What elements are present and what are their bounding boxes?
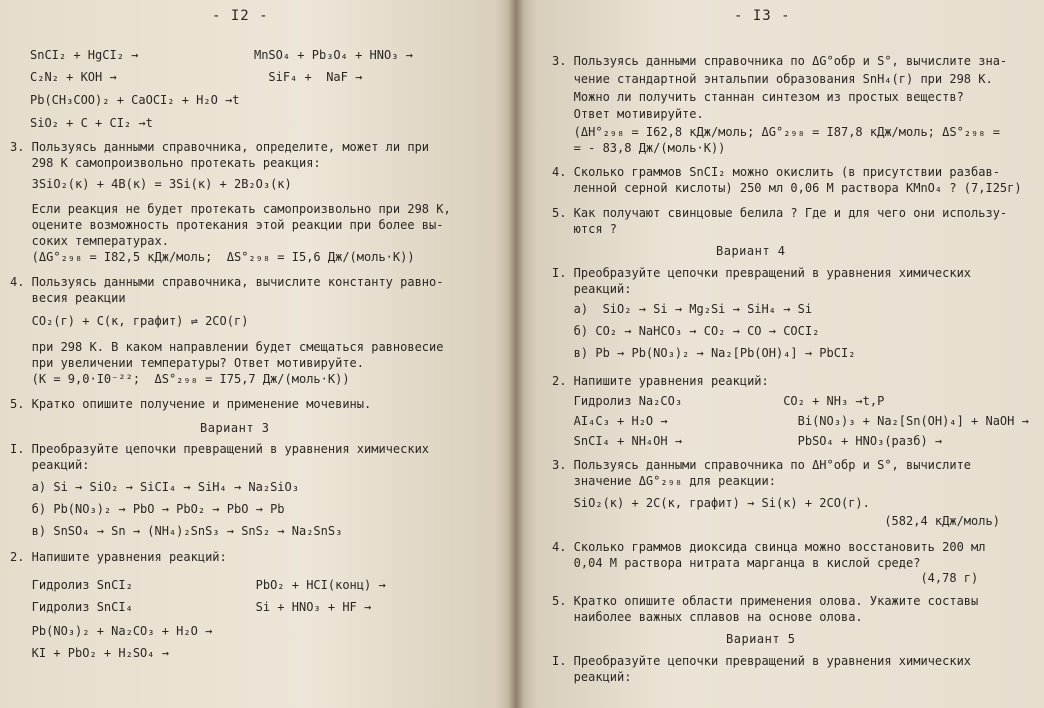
book-gutter bbox=[508, 0, 524, 708]
text-line: (K = 9,0·I0⁻²²; ΔS°₂₉₈ = I75,7 Дж/(моль·К)) bbox=[10, 372, 350, 386]
text-line: 2. Напишите уравнения реакций: bbox=[10, 550, 227, 564]
page-number-right: - I3 - bbox=[734, 8, 791, 24]
text-line: (582,4 кДж/моль) bbox=[552, 514, 1000, 528]
variant-heading: Вариант 4 bbox=[716, 244, 786, 258]
text-line: Pb(CH₃COO)₂ + CaOCI₂ + H₂O →t bbox=[30, 93, 240, 107]
text-line: значение ΔG°₂₉₈ для реакции: bbox=[552, 474, 776, 488]
text-line: Ответ мотивируйте. bbox=[552, 107, 704, 121]
text-line: 0,04 М раствора нитрата марганца в кислой среде? bbox=[552, 556, 921, 570]
text-line: SnCI₄ + NH₄OH → PbSO₄ + HNO₃(разб) → bbox=[552, 434, 943, 448]
variant-heading: Вариант 5 bbox=[726, 632, 796, 646]
text-line: SiO₂(к) + 2C(к, графит) → Si(к) + 2CO(г). bbox=[552, 496, 870, 510]
text-line: 5. Как получают свинцовые белила ? Где и для чего они использу- bbox=[552, 206, 1008, 220]
text-line: чение стандартной энтальпии образования SnH₄(г) при 298 К. bbox=[552, 72, 993, 86]
text-line: 3. Пользуясь данными справочника по ΔH°обр и S°, вычислите bbox=[552, 458, 972, 472]
text-line: а) Si → SiO₂ → SiCI₄ → SiH₄ → Na₂SiO₃ bbox=[10, 480, 299, 494]
text-line: (ΔH°₂₉₈ = I62,8 кДж/моль; ΔG°₂₉₈ = I87,8 кДж/моль; ΔS°₂₉₈ = bbox=[552, 125, 1000, 139]
right-page bbox=[516, 0, 1044, 708]
text-line: Гидролиз SnCI₂ PbO₂ + HCI(конц) → bbox=[10, 578, 386, 592]
variant-heading: Вариант 3 bbox=[200, 421, 270, 435]
text-line: SnCI₂ + HgCI₂ → MnSO₄ + Pb₃O₄ + HNO₃ → bbox=[30, 48, 413, 62]
text-line: наиболее важных сплавов на основе олова. bbox=[552, 610, 863, 624]
text-line: а) SiO₂ → Si → Mg₂Si → SiH₄ → Si bbox=[552, 302, 813, 316]
text-line: 3. Пользуясь данными справочника, определите, может ли при bbox=[10, 140, 430, 154]
text-line: при 298 К. В каком направлении будет смещаться равновесие bbox=[10, 340, 444, 354]
text-line: 5. Кратко опишите получение и применение мочевины. bbox=[10, 397, 372, 411]
text-line: KI + PbO₂ + H₂SO₄ → bbox=[10, 646, 169, 660]
text-line: I. Преобразуйте цепочки превращений в уравнения химических bbox=[10, 442, 430, 456]
text-line: ленной серной кислоты) 250 мл 0,06 М раствора КMnO₄ ? (7,I25г) bbox=[552, 181, 1022, 195]
text-line: C₂N₂ + KOH → SiF₄ + NaF → bbox=[30, 70, 363, 84]
text-line: 3SiO₂(к) + 4B(к) = 3Si(к) + 2B₂O₃(к) bbox=[10, 177, 292, 191]
text-line: 3. Пользуясь данными справочника по ΔG°обр и S°, вычислите зна- bbox=[552, 54, 1008, 68]
text-line: 4. Сколько граммов диоксида свинца можно восстановить 200 мл bbox=[552, 540, 986, 554]
text-line: ются ? bbox=[552, 222, 618, 236]
text-line: 4. Сколько граммов SnCI₂ можно окислить (в присутствии разбав- bbox=[552, 165, 1000, 179]
text-line: Pb(NO₃)₂ + Na₂CO₃ + H₂O → bbox=[10, 624, 213, 638]
text-line: SiO₂ + C + CI₂ →t bbox=[30, 116, 153, 130]
text-line: весия реакции bbox=[10, 291, 126, 305]
text-line: в) Pb → Pb(NO₃)₂ → Na₂[Pb(OH)₄] → PbCI₂ bbox=[552, 346, 856, 360]
text-line: при увеличении температуры? Ответ мотивируйте. bbox=[10, 356, 365, 370]
text-line: 2. Напишите уравнения реакций: bbox=[552, 374, 769, 388]
text-line: (4,78 г) bbox=[552, 571, 979, 585]
text-line: соких температурах. bbox=[10, 234, 169, 248]
text-line: 4. Пользуясь данными справочника, вычислите константу равно- bbox=[10, 275, 444, 289]
text-line: 5. Кратко опишите области применения олова. Укажите составы bbox=[552, 594, 979, 608]
text-line: 298 К самопроизвольно протекать реакция: bbox=[10, 156, 321, 170]
text-line: б) Pb(NO₃)₂ → PbO → PbO₂ → PbO → Pb bbox=[10, 502, 285, 516]
text-line: (ΔG°₂₉₈ = I82,5 кДж/моль; ΔS°₂₉₈ = I5,6 Дж/(моль·К)) bbox=[10, 250, 415, 264]
text-line: б) CO₂ → NaHCO₃ → CO₂ → CO → COCI₂ bbox=[552, 324, 820, 338]
text-line: AI₄C₃ + H₂O → Bi(NO₃)₃ + Na₂[Sn(OH)₄] + NaOH → bbox=[552, 414, 1029, 428]
text-line: реакций: bbox=[552, 670, 632, 684]
text-line: Можно ли получить станнан синтезом из простых веществ? bbox=[552, 90, 964, 104]
text-line: I. Преобразуйте цепочки превращений в уравнения химических bbox=[552, 654, 972, 668]
text-line: CO₂(г) + C(к, графит) ⇌ 2CO(г) bbox=[10, 314, 249, 328]
text-line: Если реакция не будет протекать самопроизвольно при 298 К, bbox=[10, 202, 451, 216]
text-line: оцените возможность протекания этой реакции при более вы- bbox=[10, 218, 444, 232]
text-line: реакций: bbox=[552, 282, 632, 296]
text-line: I. Преобразуйте цепочки превращений в уравнения химических bbox=[552, 266, 972, 280]
text-line: Гидролиз Na₂CO₃ CO₂ + NH₃ →t,P bbox=[552, 394, 885, 408]
text-line: в) SnSO₄ → Sn → (NH₄)₂SnS₃ → SnS₂ → Na₂SnS₃ bbox=[10, 524, 343, 538]
left-page bbox=[0, 0, 516, 708]
text-line: Гидролиз SnCI₄ Si + HNO₃ + HF → bbox=[10, 600, 372, 614]
text-line: = - 83,8 Дж/(моль·К)) bbox=[552, 141, 726, 155]
page-number-left: - I2 - bbox=[212, 8, 269, 24]
text-line: реакций: bbox=[10, 458, 90, 472]
